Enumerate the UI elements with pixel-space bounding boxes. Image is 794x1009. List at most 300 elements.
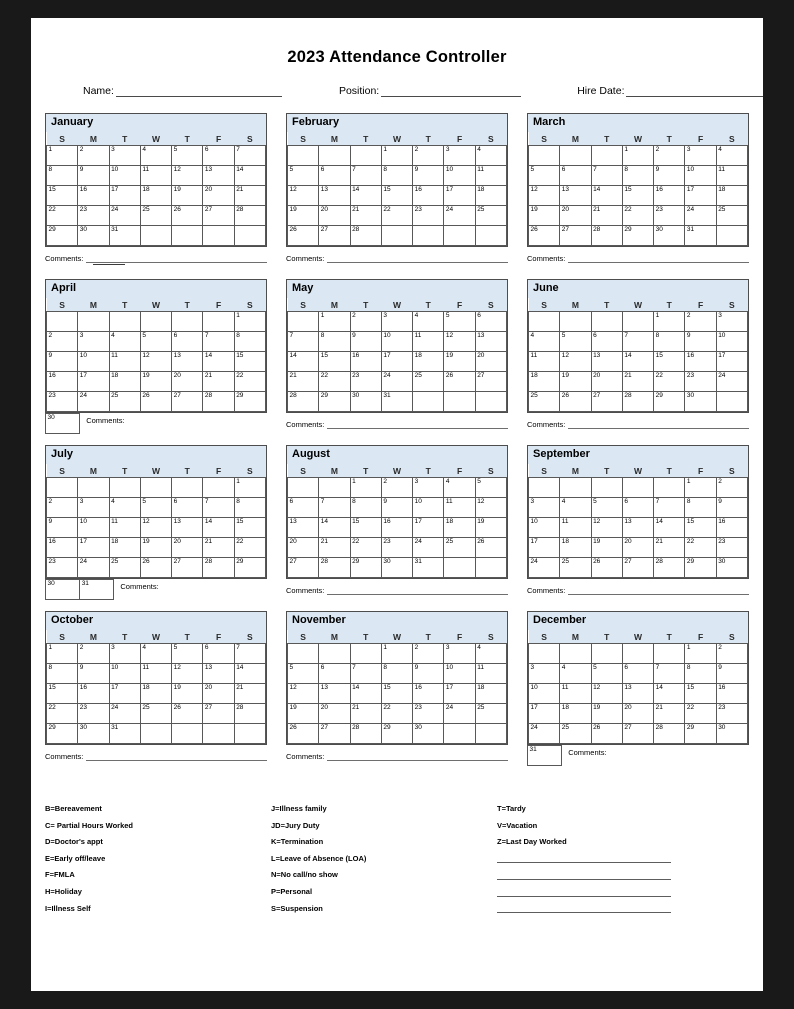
- day-cell[interactable]: 26: [591, 724, 622, 744]
- comments-field[interactable]: [45, 254, 267, 263]
- day-cell-blank[interactable]: [47, 312, 78, 332]
- day-cell[interactable]: 5: [288, 166, 319, 186]
- day-cell[interactable]: 28: [350, 724, 381, 744]
- comments-field[interactable]: [527, 254, 749, 263]
- day-cell[interactable]: 26: [475, 538, 506, 558]
- day-cell[interactable]: 14: [591, 186, 622, 206]
- day-cell[interactable]: 18: [413, 352, 444, 372]
- day-cell-blank[interactable]: [140, 724, 171, 744]
- day-cell[interactable]: 14: [234, 166, 265, 186]
- day-cell[interactable]: 5: [172, 146, 203, 166]
- day-cell[interactable]: 9: [47, 518, 78, 538]
- day-cell[interactable]: 30: [78, 724, 109, 744]
- day-cell[interactable]: 26: [444, 372, 475, 392]
- day-cell[interactable]: 29: [685, 724, 716, 744]
- day-cell[interactable]: 17: [716, 352, 747, 372]
- day-cell[interactable]: 11: [475, 664, 506, 684]
- day-cell[interactable]: 23: [78, 206, 109, 226]
- day-cell[interactable]: 11: [413, 332, 444, 352]
- day-cell[interactable]: 16: [413, 684, 444, 704]
- day-cell[interactable]: 20: [475, 352, 506, 372]
- day-cell[interactable]: 6: [288, 498, 319, 518]
- day-cell[interactable]: 10: [109, 166, 140, 186]
- day-cell-blank[interactable]: [591, 478, 622, 498]
- day-cell[interactable]: 17: [444, 186, 475, 206]
- day-cell[interactable]: 25: [140, 704, 171, 724]
- day-cell[interactable]: 7: [654, 664, 685, 684]
- day-cell[interactable]: 9: [716, 664, 747, 684]
- day-cell[interactable]: 2: [78, 644, 109, 664]
- day-cell[interactable]: 30: [350, 392, 381, 412]
- day-cell[interactable]: 4: [475, 644, 506, 664]
- day-cell[interactable]: 24: [716, 372, 747, 392]
- comments-input-rule[interactable]: [327, 255, 508, 263]
- day-cell[interactable]: 24: [381, 372, 412, 392]
- day-cell[interactable]: 10: [716, 332, 747, 352]
- day-cell-blank[interactable]: [529, 644, 560, 664]
- day-cell-blank[interactable]: [622, 644, 653, 664]
- day-cell[interactable]: 20: [203, 186, 234, 206]
- day-cell[interactable]: 12: [140, 518, 171, 538]
- day-cell[interactable]: 20: [288, 538, 319, 558]
- legend-blank-line[interactable]: [497, 851, 723, 868]
- day-cell-blank[interactable]: [560, 312, 591, 332]
- day-cell[interactable]: 7: [203, 498, 234, 518]
- comments-field[interactable]: [120, 582, 161, 591]
- day-cell-blank[interactable]: [622, 312, 653, 332]
- day-cell-blank[interactable]: [560, 478, 591, 498]
- day-cell[interactable]: 8: [350, 498, 381, 518]
- day-cell[interactable]: 17: [529, 538, 560, 558]
- comments-field[interactable]: [568, 748, 609, 757]
- day-cell[interactable]: 26: [172, 206, 203, 226]
- day-cell-blank[interactable]: [172, 312, 203, 332]
- day-cell[interactable]: 10: [413, 498, 444, 518]
- day-cell[interactable]: 18: [716, 186, 747, 206]
- day-cell[interactable]: 5: [444, 312, 475, 332]
- day-cell[interactable]: 4: [475, 146, 506, 166]
- day-cell-blank[interactable]: [475, 392, 506, 412]
- day-cell[interactable]: 24: [413, 538, 444, 558]
- day-cell-blank[interactable]: [203, 478, 234, 498]
- day-cell[interactable]: 11: [109, 352, 140, 372]
- day-cell-blank[interactable]: [381, 226, 412, 246]
- day-cell[interactable]: 9: [685, 332, 716, 352]
- position-input-rule[interactable]: [381, 85, 521, 97]
- day-cell[interactable]: 11: [560, 518, 591, 538]
- day-cell[interactable]: 2: [413, 146, 444, 166]
- day-cell[interactable]: 6: [591, 332, 622, 352]
- day-cell[interactable]: 8: [685, 498, 716, 518]
- day-cell[interactable]: 6: [475, 312, 506, 332]
- day-cell-blank[interactable]: [203, 312, 234, 332]
- day-cell[interactable]: 25: [475, 206, 506, 226]
- day-cell[interactable]: 27: [560, 226, 591, 246]
- day-cell-blank[interactable]: [319, 146, 350, 166]
- day-cell[interactable]: 1: [654, 312, 685, 332]
- day-cell[interactable]: 15: [381, 684, 412, 704]
- day-cell-blank[interactable]: [413, 226, 444, 246]
- day-cell[interactable]: 22: [622, 206, 653, 226]
- day-cell[interactable]: 15: [685, 684, 716, 704]
- day-cell[interactable]: 26: [529, 226, 560, 246]
- day-cell[interactable]: 30: [716, 558, 747, 578]
- day-cell[interactable]: 29: [319, 392, 350, 412]
- day-cell[interactable]: 12: [288, 186, 319, 206]
- day-cell[interactable]: 5: [529, 166, 560, 186]
- day-cell[interactable]: 12: [591, 684, 622, 704]
- day-cell[interactable]: 7: [234, 644, 265, 664]
- day-cell[interactable]: 6: [203, 146, 234, 166]
- day-cell[interactable]: 8: [381, 166, 412, 186]
- day-cell[interactable]: 7: [234, 146, 265, 166]
- day-cell[interactable]: 4: [140, 644, 171, 664]
- day-cell[interactable]: 9: [381, 498, 412, 518]
- day-cell[interactable]: 26: [288, 724, 319, 744]
- day-cell[interactable]: 27: [203, 704, 234, 724]
- day-cell[interactable]: 20: [319, 704, 350, 724]
- day-cell[interactable]: 23: [381, 538, 412, 558]
- day-cell[interactable]: 8: [622, 166, 653, 186]
- day-cell-blank[interactable]: [288, 478, 319, 498]
- day-cell[interactable]: 9: [350, 332, 381, 352]
- day-cell[interactable]: 1: [319, 312, 350, 332]
- day-cell[interactable]: 28: [234, 704, 265, 724]
- day-cell[interactable]: 1: [47, 644, 78, 664]
- day-cell[interactable]: 19: [444, 352, 475, 372]
- day-cell-blank[interactable]: [654, 644, 685, 664]
- day-cell-blank[interactable]: [172, 724, 203, 744]
- day-cell[interactable]: 28: [288, 392, 319, 412]
- day-cell-blank[interactable]: [319, 478, 350, 498]
- day-cell[interactable]: 1: [350, 478, 381, 498]
- day-cell[interactable]: 29: [47, 226, 78, 246]
- day-cell[interactable]: 1: [381, 146, 412, 166]
- day-cell[interactable]: 1: [234, 478, 265, 498]
- day-cell[interactable]: 4: [560, 498, 591, 518]
- day-cell[interactable]: 21: [234, 186, 265, 206]
- day-cell[interactable]: 19: [475, 518, 506, 538]
- day-cell[interactable]: 22: [381, 704, 412, 724]
- day-cell[interactable]: 29: [47, 724, 78, 744]
- day-cell[interactable]: 5: [591, 664, 622, 684]
- day-cell[interactable]: 6: [172, 498, 203, 518]
- day-cell[interactable]: 7: [203, 332, 234, 352]
- day-cell-blank[interactable]: [319, 644, 350, 664]
- day-cell[interactable]: 13: [203, 166, 234, 186]
- day-cell-blank[interactable]: [350, 644, 381, 664]
- day-cell[interactable]: 17: [381, 352, 412, 372]
- day-cell[interactable]: 6: [622, 498, 653, 518]
- day-cell[interactable]: 14: [288, 352, 319, 372]
- day-cell[interactable]: 15: [654, 352, 685, 372]
- day-cell-blank[interactable]: [529, 312, 560, 332]
- day-cell-blank[interactable]: [560, 644, 591, 664]
- day-cell[interactable]: 29: [685, 558, 716, 578]
- day-cell[interactable]: 12: [140, 352, 171, 372]
- day-cell[interactable]: 10: [444, 166, 475, 186]
- day-cell[interactable]: 2: [654, 146, 685, 166]
- day-cell[interactable]: 10: [685, 166, 716, 186]
- day-cell-blank[interactable]: [288, 312, 319, 332]
- day-cell[interactable]: 26: [172, 704, 203, 724]
- day-cell[interactable]: 22: [234, 538, 265, 558]
- day-cell[interactable]: 21: [654, 538, 685, 558]
- day-cell-blank[interactable]: [475, 558, 506, 578]
- day-cell[interactable]: 14: [654, 684, 685, 704]
- day-cell[interactable]: 3: [78, 332, 109, 352]
- day-cell[interactable]: 14: [203, 518, 234, 538]
- day-cell[interactable]: 2: [716, 478, 747, 498]
- day-cell[interactable]: 22: [47, 206, 78, 226]
- day-cell[interactable]: 14: [350, 186, 381, 206]
- day-cell[interactable]: 18: [109, 538, 140, 558]
- comments-field[interactable]: [86, 416, 127, 425]
- day-cell[interactable]: 27: [475, 372, 506, 392]
- day-cell[interactable]: 8: [234, 332, 265, 352]
- day-cell[interactable]: 9: [716, 498, 747, 518]
- day-cell[interactable]: 29: [350, 558, 381, 578]
- day-cell-blank[interactable]: [109, 478, 140, 498]
- day-cell[interactable]: 5: [591, 498, 622, 518]
- day-cell-blank[interactable]: [350, 146, 381, 166]
- comments-input-rule[interactable]: [86, 255, 267, 263]
- name-input-rule[interactable]: [116, 85, 282, 97]
- day-cell[interactable]: 3: [109, 644, 140, 664]
- day-cell[interactable]: 6: [319, 166, 350, 186]
- comments-input-rule[interactable]: [327, 753, 508, 761]
- day-cell[interactable]: 15: [622, 186, 653, 206]
- day-cell[interactable]: 19: [591, 538, 622, 558]
- day-cell[interactable]: 7: [622, 332, 653, 352]
- day-cell[interactable]: 24: [109, 206, 140, 226]
- day-cell[interactable]: 27: [622, 558, 653, 578]
- day-cell-blank[interactable]: [47, 478, 78, 498]
- day-cell[interactable]: 31: [413, 558, 444, 578]
- legend-blank-line[interactable]: [497, 867, 723, 884]
- day-cell[interactable]: 6: [319, 664, 350, 684]
- day-cell[interactable]: 2: [685, 312, 716, 332]
- day-cell[interactable]: 26: [140, 392, 171, 412]
- day-cell[interactable]: 9: [654, 166, 685, 186]
- day-cell-blank[interactable]: [591, 146, 622, 166]
- day-cell-blank[interactable]: [78, 312, 109, 332]
- day-cell[interactable]: 27: [319, 226, 350, 246]
- day-cell[interactable]: 10: [444, 664, 475, 684]
- day-cell[interactable]: 14: [622, 352, 653, 372]
- day-cell[interactable]: 1: [234, 312, 265, 332]
- day-cell-blank[interactable]: [140, 478, 171, 498]
- day-cell[interactable]: 18: [109, 372, 140, 392]
- day-cell[interactable]: 11: [444, 498, 475, 518]
- day-cell[interactable]: 16: [47, 372, 78, 392]
- comments-input-rule[interactable]: [327, 587, 508, 595]
- day-cell[interactable]: 29: [381, 724, 412, 744]
- day-cell[interactable]: 15: [47, 186, 78, 206]
- day-cell[interactable]: 16: [78, 684, 109, 704]
- day-cell[interactable]: 3: [78, 498, 109, 518]
- day-cell[interactable]: 17: [444, 684, 475, 704]
- day-cell[interactable]: 24: [529, 558, 560, 578]
- day-cell[interactable]: 3: [529, 498, 560, 518]
- day-cell[interactable]: 22: [685, 538, 716, 558]
- day-cell[interactable]: 27: [172, 392, 203, 412]
- day-cell[interactable]: 22: [234, 372, 265, 392]
- day-cell[interactable]: 1: [47, 146, 78, 166]
- day-cell[interactable]: 25: [413, 372, 444, 392]
- day-cell[interactable]: 2: [47, 498, 78, 518]
- day-cell[interactable]: 8: [234, 498, 265, 518]
- day-cell-blank[interactable]: [529, 478, 560, 498]
- day-cell[interactable]: 25: [109, 558, 140, 578]
- day-cell[interactable]: 1: [622, 146, 653, 166]
- day-cell[interactable]: 2: [350, 312, 381, 332]
- day-cell[interactable]: 2: [716, 644, 747, 664]
- day-cell[interactable]: 20: [203, 684, 234, 704]
- day-cell[interactable]: 31: [381, 392, 412, 412]
- day-cell[interactable]: 22: [685, 704, 716, 724]
- day-cell[interactable]: 16: [716, 684, 747, 704]
- day-cell[interactable]: 13: [591, 352, 622, 372]
- day-cell-blank[interactable]: [444, 558, 475, 578]
- comments-field[interactable]: [286, 586, 508, 595]
- day-cell[interactable]: 3: [109, 146, 140, 166]
- day-cell[interactable]: 16: [78, 186, 109, 206]
- day-cell[interactable]: 26: [288, 226, 319, 246]
- day-cell[interactable]: 19: [140, 372, 171, 392]
- day-cell[interactable]: 17: [413, 518, 444, 538]
- day-cell[interactable]: 15: [234, 352, 265, 372]
- day-cell[interactable]: 20: [622, 538, 653, 558]
- day-cell[interactable]: 19: [288, 206, 319, 226]
- legend-blank-line[interactable]: [497, 884, 723, 901]
- day-cell[interactable]: 26: [560, 392, 591, 412]
- day-cell[interactable]: 14: [203, 352, 234, 372]
- day-cell[interactable]: 12: [172, 664, 203, 684]
- day-cell[interactable]: 1: [685, 644, 716, 664]
- day-cell[interactable]: 27: [319, 724, 350, 744]
- day-cell[interactable]: 16: [381, 518, 412, 538]
- day-cell[interactable]: 17: [109, 684, 140, 704]
- day-cell[interactable]: 15: [319, 352, 350, 372]
- day-cell[interactable]: 18: [140, 186, 171, 206]
- day-cell[interactable]: 29: [654, 392, 685, 412]
- day-cell[interactable]: 5: [560, 332, 591, 352]
- day-cell[interactable]: 23: [413, 206, 444, 226]
- day-cell[interactable]: 12: [288, 684, 319, 704]
- day-cell[interactable]: 19: [529, 206, 560, 226]
- day-cell[interactable]: 9: [413, 166, 444, 186]
- comments-input-rule[interactable]: [568, 587, 749, 595]
- day-cell[interactable]: 31: [109, 226, 140, 246]
- comments-field[interactable]: [527, 586, 749, 595]
- day-cell[interactable]: 29: [234, 392, 265, 412]
- day-cell[interactable]: 10: [78, 352, 109, 372]
- day-cell[interactable]: 2: [413, 644, 444, 664]
- day-cell[interactable]: 6: [560, 166, 591, 186]
- day-cell[interactable]: 5: [140, 332, 171, 352]
- day-cell-blank[interactable]: [716, 392, 747, 412]
- day-cell-blank[interactable]: [475, 226, 506, 246]
- day-cell-blank[interactable]: [654, 478, 685, 498]
- day-cell[interactable]: 18: [140, 684, 171, 704]
- day-cell[interactable]: 7: [350, 166, 381, 186]
- day-cell[interactable]: 4: [444, 478, 475, 498]
- day-cell[interactable]: 8: [47, 166, 78, 186]
- day-cell[interactable]: 4: [109, 332, 140, 352]
- day-cell[interactable]: 18: [560, 538, 591, 558]
- day-cell[interactable]: 5: [172, 644, 203, 664]
- day-cell[interactable]: 16: [350, 352, 381, 372]
- day-cell-blank[interactable]: [234, 226, 265, 246]
- day-cell[interactable]: 29: [622, 226, 653, 246]
- day-cell[interactable]: 4: [529, 332, 560, 352]
- day-cell[interactable]: 21: [350, 704, 381, 724]
- day-cell[interactable]: 22: [381, 206, 412, 226]
- day-cell[interactable]: 7: [288, 332, 319, 352]
- day-cell[interactable]: 22: [350, 538, 381, 558]
- day-cell[interactable]: 3: [444, 644, 475, 664]
- day-cell[interactable]: 24: [444, 206, 475, 226]
- day-cell[interactable]: 25: [716, 206, 747, 226]
- day-cell[interactable]: 25: [560, 558, 591, 578]
- day-cell[interactable]: 20: [622, 704, 653, 724]
- day-cell-blank[interactable]: [591, 644, 622, 664]
- day-cell[interactable]: 17: [78, 538, 109, 558]
- day-cell[interactable]: 25: [529, 392, 560, 412]
- day-cell[interactable]: 30: [78, 226, 109, 246]
- day-cell[interactable]: 8: [654, 332, 685, 352]
- day-cell[interactable]: 11: [140, 166, 171, 186]
- day-cell[interactable]: 25: [560, 724, 591, 744]
- position-field[interactable]: [339, 85, 521, 97]
- day-cell[interactable]: 27: [622, 724, 653, 744]
- day-cell-blank[interactable]: [203, 226, 234, 246]
- day-cell[interactable]: 3: [413, 478, 444, 498]
- day-cell[interactable]: 24: [78, 558, 109, 578]
- day-cell[interactable]: 15: [234, 518, 265, 538]
- day-cell[interactable]: 13: [622, 684, 653, 704]
- day-cell[interactable]: 7: [654, 498, 685, 518]
- day-cell[interactable]: 25: [140, 206, 171, 226]
- day-cell[interactable]: 9: [78, 166, 109, 186]
- day-cell[interactable]: 23: [654, 206, 685, 226]
- day-cell-blank[interactable]: [288, 146, 319, 166]
- day-cell[interactable]: 24: [109, 704, 140, 724]
- day-cell[interactable]: 23: [350, 372, 381, 392]
- day-cell[interactable]: 25: [109, 392, 140, 412]
- day-cell[interactable]: 12: [444, 332, 475, 352]
- day-cell[interactable]: 3: [529, 664, 560, 684]
- day-cell[interactable]: 10: [381, 332, 412, 352]
- day-cell[interactable]: 6: [203, 644, 234, 664]
- day-cell[interactable]: 11: [716, 166, 747, 186]
- day-cell[interactable]: 13: [288, 518, 319, 538]
- day-cell[interactable]: 22: [654, 372, 685, 392]
- day-cell[interactable]: 19: [172, 186, 203, 206]
- day-cell[interactable]: 21: [203, 538, 234, 558]
- day-cell[interactable]: 15: [685, 518, 716, 538]
- day-cell[interactable]: 4: [716, 146, 747, 166]
- comments-input-rule[interactable]: [86, 753, 267, 761]
- day-cell-blank[interactable]: [622, 478, 653, 498]
- day-cell[interactable]: 2: [381, 478, 412, 498]
- day-cell[interactable]: 26: [140, 558, 171, 578]
- day-cell[interactable]: 12: [475, 498, 506, 518]
- day-cell[interactable]: 10: [529, 518, 560, 538]
- day-cell[interactable]: 8: [319, 332, 350, 352]
- day-cell-blank[interactable]: [716, 226, 747, 246]
